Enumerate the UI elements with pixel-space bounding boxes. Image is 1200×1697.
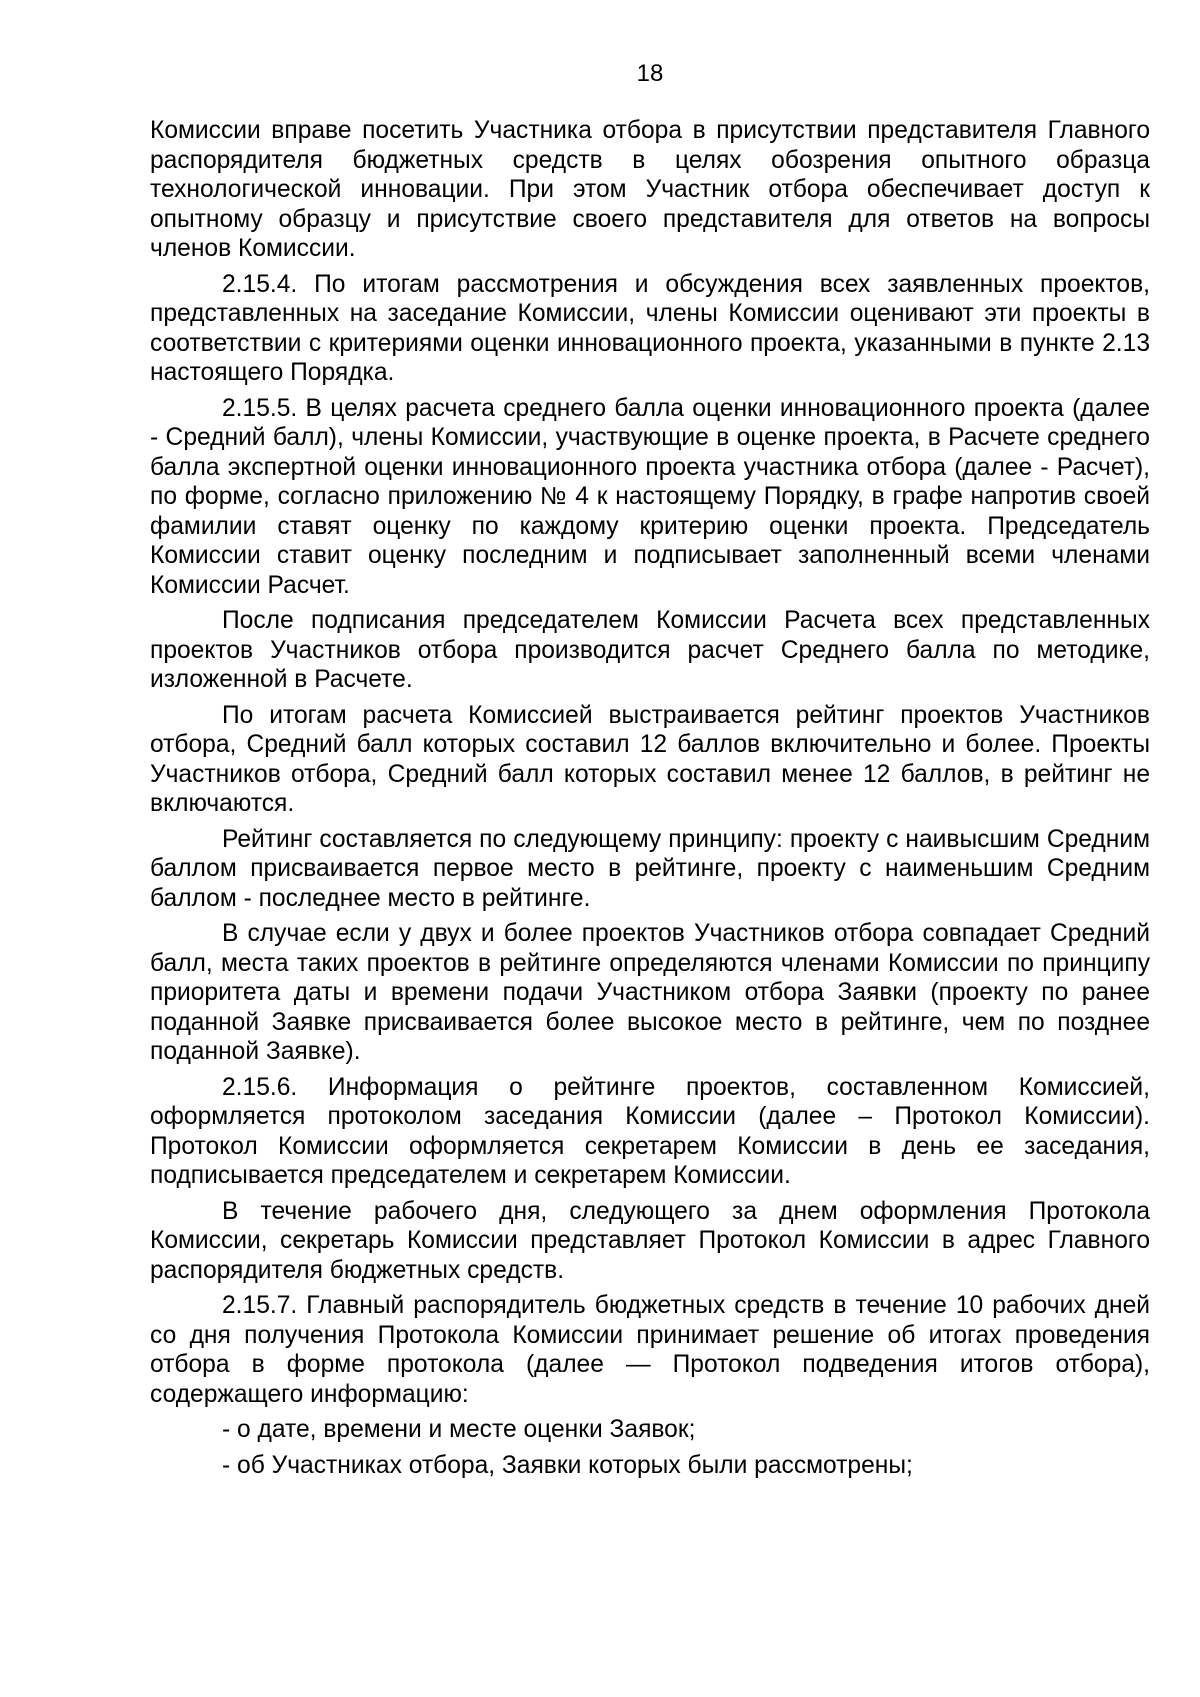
paragraph-continuation: Комиссии вправе посетить Участника отбора в присутствии представителя Главного распорядителя бюджетных средств в целях обозрения опытного образца технологической инновации. При этом Участник отбора обеспечивает доступ к опытному образцу и присутствие своего представителя для ответов на вопросы членов Комиссии. <box>150 117 1150 262</box>
paragraph-rating-construction: По итогам расчета Комиссией выстраивается рейтинг проектов Участников отбора, Средний балл которых составил 12 баллов включительно и более. Проекты Участников отбора, Средний балл которых составил менее 12 баллов, в рейтинг не включаются. <box>150 701 1150 817</box>
document-page <box>150 0 1150 1697</box>
paragraph-2-15-6: 2.15.6. Информация о рейтинге проектов, составленном Комиссией, оформляется протоколом заседания Комиссии (далее – Протокол Комиссии). Протокол Комиссии оформляется секретарем Комиссии в день ее заседания, подписывается председателем и секретарем Комиссии. <box>150 1073 1150 1189</box>
paragraph-rating-principle: Рейтинг составляется по следующему принципу: проекту с наивысшим Средним баллом присваивается первое место в рейтинге, проекту с наименьшим Средним баллом - последнее место в рейтинге. <box>150 825 1150 912</box>
paragraph-2-15-4: 2.15.4. По итогам рассмотрения и обсуждения всех заявленных проектов, представленных на заседание Комиссии, члены Комиссии оценивают эти проекты в соответствии с критериями оценки инновационного проекта, указанными в пункте 2.13 настоящего Порядка. <box>150 270 1150 386</box>
page-number: 18 <box>636 60 664 87</box>
paragraph-2-15-7: 2.15.7. Главный распорядитель бюджетных средств в течение 10 рабочих дней со дня получения Протокола Комиссии принимает решение об итогах проведения отбора в форме протокола (далее — Протокол подведения итогов отбора), содержащего информацию: <box>150 1292 1150 1408</box>
document-body <box>150 116 1150 1486</box>
paragraph-protocol-submission: В течение рабочего дня, следующего за днем оформления Протокола Комиссии, секретарь Комиссии представляет Протокол Комиссии в адрес Главного распорядителя бюджетных средств. <box>150 1197 1150 1284</box>
paragraph-2-15-5: 2.15.5. В целях расчета среднего балла оценки инновационного проекта (далее - Средний балл), члены Комиссии, участвующие в оценке проекта, в Расчете среднего балла экспертной оценки инновационного проекта участника отбора (далее - Расчет), по форме, согласно приложению № 4 к настоящему Порядку, в графе напротив своей фамилии ставят оценку по каждому критерию оценки проекта. Председатель Комиссии ставит оценку последним и подписывает заполненный всеми членами Комиссии Расчет. <box>150 394 1150 599</box>
list-item: - об Участниках отбора, Заявки которых были рассмотрены; <box>222 1451 913 1479</box>
paragraph-equal-score: В случае если у двух и более проектов Участников отбора совпадает Средний балл, места таких проектов в рейтинге определяются членами Комиссии по принципу приоритета даты и времени подачи Участником отбора Заявки (проекту по ранее поданной Заявке присваивается более высокое место в рейтинге, чем по позднее поданной Заявке). <box>150 920 1150 1065</box>
list-item: - о дате, времени и месте оценки Заявок; <box>222 1416 696 1443</box>
paragraph-average-score-calculation: После подписания председателем Комиссии Расчета всех представленных проектов Участников отбора производится расчет Среднего балла по методике, изложенной в Расчете. <box>150 607 1150 693</box>
